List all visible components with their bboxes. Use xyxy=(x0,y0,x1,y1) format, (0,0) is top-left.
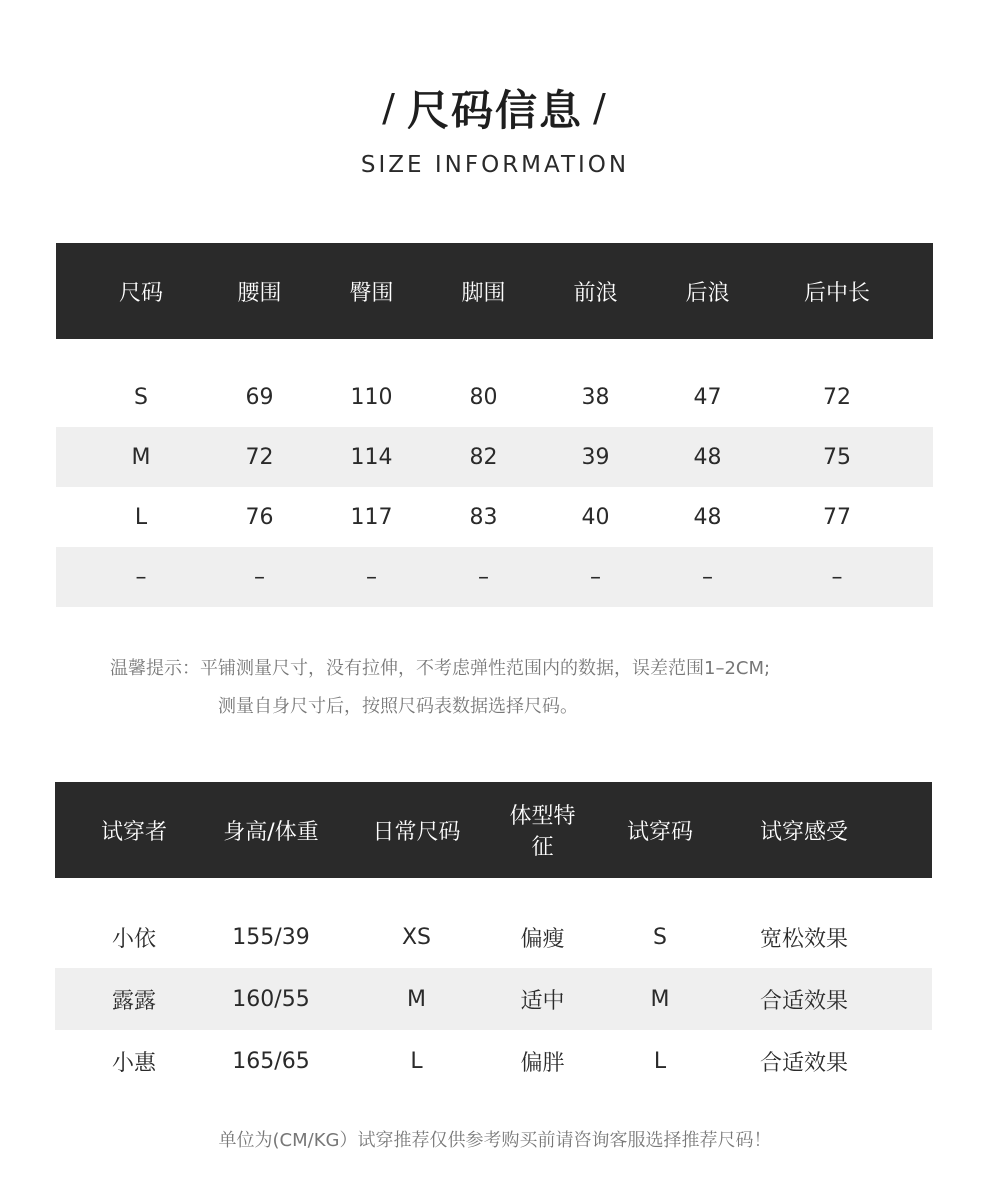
header-cell-waist: 腰围 xyxy=(237,280,282,306)
table-cell: – xyxy=(135,564,147,590)
table-cell: 117 xyxy=(350,504,393,530)
table-cell: 72 xyxy=(245,444,274,470)
tryon-table-header xyxy=(55,782,932,878)
table-cell: 合适效果 xyxy=(759,988,848,1014)
table-cell: 160/55 xyxy=(232,986,310,1012)
table-cell: 114 xyxy=(350,444,393,470)
table-cell: 适中 xyxy=(520,988,565,1014)
header-cell-tried-size: 试穿码 xyxy=(626,819,693,845)
table-cell: 72 xyxy=(823,384,851,410)
table-row xyxy=(55,906,932,968)
table-cell: 75 xyxy=(823,444,851,470)
header-cell-size: 尺码 xyxy=(118,280,163,306)
table-cell: – xyxy=(831,564,843,590)
table-cell: XS xyxy=(401,924,432,950)
title-slash-left: / xyxy=(382,86,397,130)
table-cell: 40 xyxy=(581,504,610,530)
table-cell: 48 xyxy=(693,444,722,470)
table-cell: L xyxy=(134,504,148,530)
table-cell: 宽松效果 xyxy=(759,926,848,952)
note-line-1: 温馨提示：平铺测量尺寸，没有拉伸，不考虑弹性范围内的数据，误差范围1–2CM; xyxy=(110,658,771,679)
table-cell: M xyxy=(650,986,670,1012)
table-cell: 偏瘦 xyxy=(520,926,565,952)
size-table-header xyxy=(56,243,933,339)
table-cell: 47 xyxy=(693,384,722,410)
table-cell: – xyxy=(366,564,377,590)
table-row xyxy=(55,1030,932,1092)
header-cell-height-weight: 身高/体重 xyxy=(223,819,319,845)
table-cell: 偏胖 xyxy=(520,1050,565,1076)
table-cell: 76 xyxy=(245,504,274,530)
page-title xyxy=(382,78,608,138)
size-table xyxy=(56,243,933,607)
table-row xyxy=(56,427,933,487)
table-cell: 露露 xyxy=(111,988,156,1014)
table-cell: – xyxy=(702,564,713,590)
table-cell: M xyxy=(131,444,151,470)
table-cell: M xyxy=(407,986,426,1012)
header-cell-front-rise: 前浪 xyxy=(573,280,618,306)
table-cell: – xyxy=(590,564,601,590)
table-cell: 小惠 xyxy=(111,1050,156,1076)
table-cell: S xyxy=(653,924,667,950)
table-cell: 110 xyxy=(350,384,393,410)
header-cell-leg-opening: 脚围 xyxy=(461,280,506,306)
header-cell-usual-size: 日常尺码 xyxy=(372,819,461,845)
table-cell: L xyxy=(410,1048,423,1074)
title-slash-right: / xyxy=(593,86,608,130)
table-cell: 77 xyxy=(823,504,851,530)
table-cell: 80 xyxy=(469,384,498,410)
measurement-note xyxy=(110,650,770,726)
table-cell: S xyxy=(134,384,148,410)
table-cell: 39 xyxy=(581,444,610,470)
header-cell-tester: 试穿者 xyxy=(100,819,167,845)
table-cell: 83 xyxy=(469,504,498,530)
title-block xyxy=(0,78,990,178)
tryon-table xyxy=(55,782,932,1092)
table-row xyxy=(56,367,933,427)
table-cell: 155/39 xyxy=(232,924,310,950)
table-row xyxy=(56,547,933,607)
table-row xyxy=(56,487,933,547)
table-cell: 82 xyxy=(469,444,498,470)
table-cell: 合适效果 xyxy=(759,1050,848,1076)
note-line-2: 测量自身尺寸后，按照尺码表数据选择尺码。 xyxy=(218,696,578,717)
table-cell: 小依 xyxy=(111,926,156,952)
table-row xyxy=(55,968,932,1030)
table-cell: 69 xyxy=(245,384,274,410)
header-cell-body-type: 体型特征 xyxy=(509,804,576,860)
header-cell-fit-feel: 试穿感受 xyxy=(759,819,848,845)
header-cell-length: 后中长 xyxy=(803,280,870,306)
table-cell: 165/65 xyxy=(232,1048,310,1074)
table-cell: – xyxy=(478,564,489,590)
table-cell: 48 xyxy=(693,504,722,530)
header-cell-hip: 臀围 xyxy=(349,280,394,306)
table-cell: 38 xyxy=(581,384,610,410)
header-cell-back-rise: 后浪 xyxy=(685,280,730,306)
table-cell: – xyxy=(254,564,265,590)
table-cell: L xyxy=(653,1048,667,1074)
title-text: 尺码信息 xyxy=(406,86,583,135)
page-subtitle: SIZE INFORMATION xyxy=(360,152,630,178)
footer-note: 单位为(CM/KG）试穿推荐仅供参考购买前请咨询客服选择推荐尺码！ xyxy=(218,1130,772,1151)
